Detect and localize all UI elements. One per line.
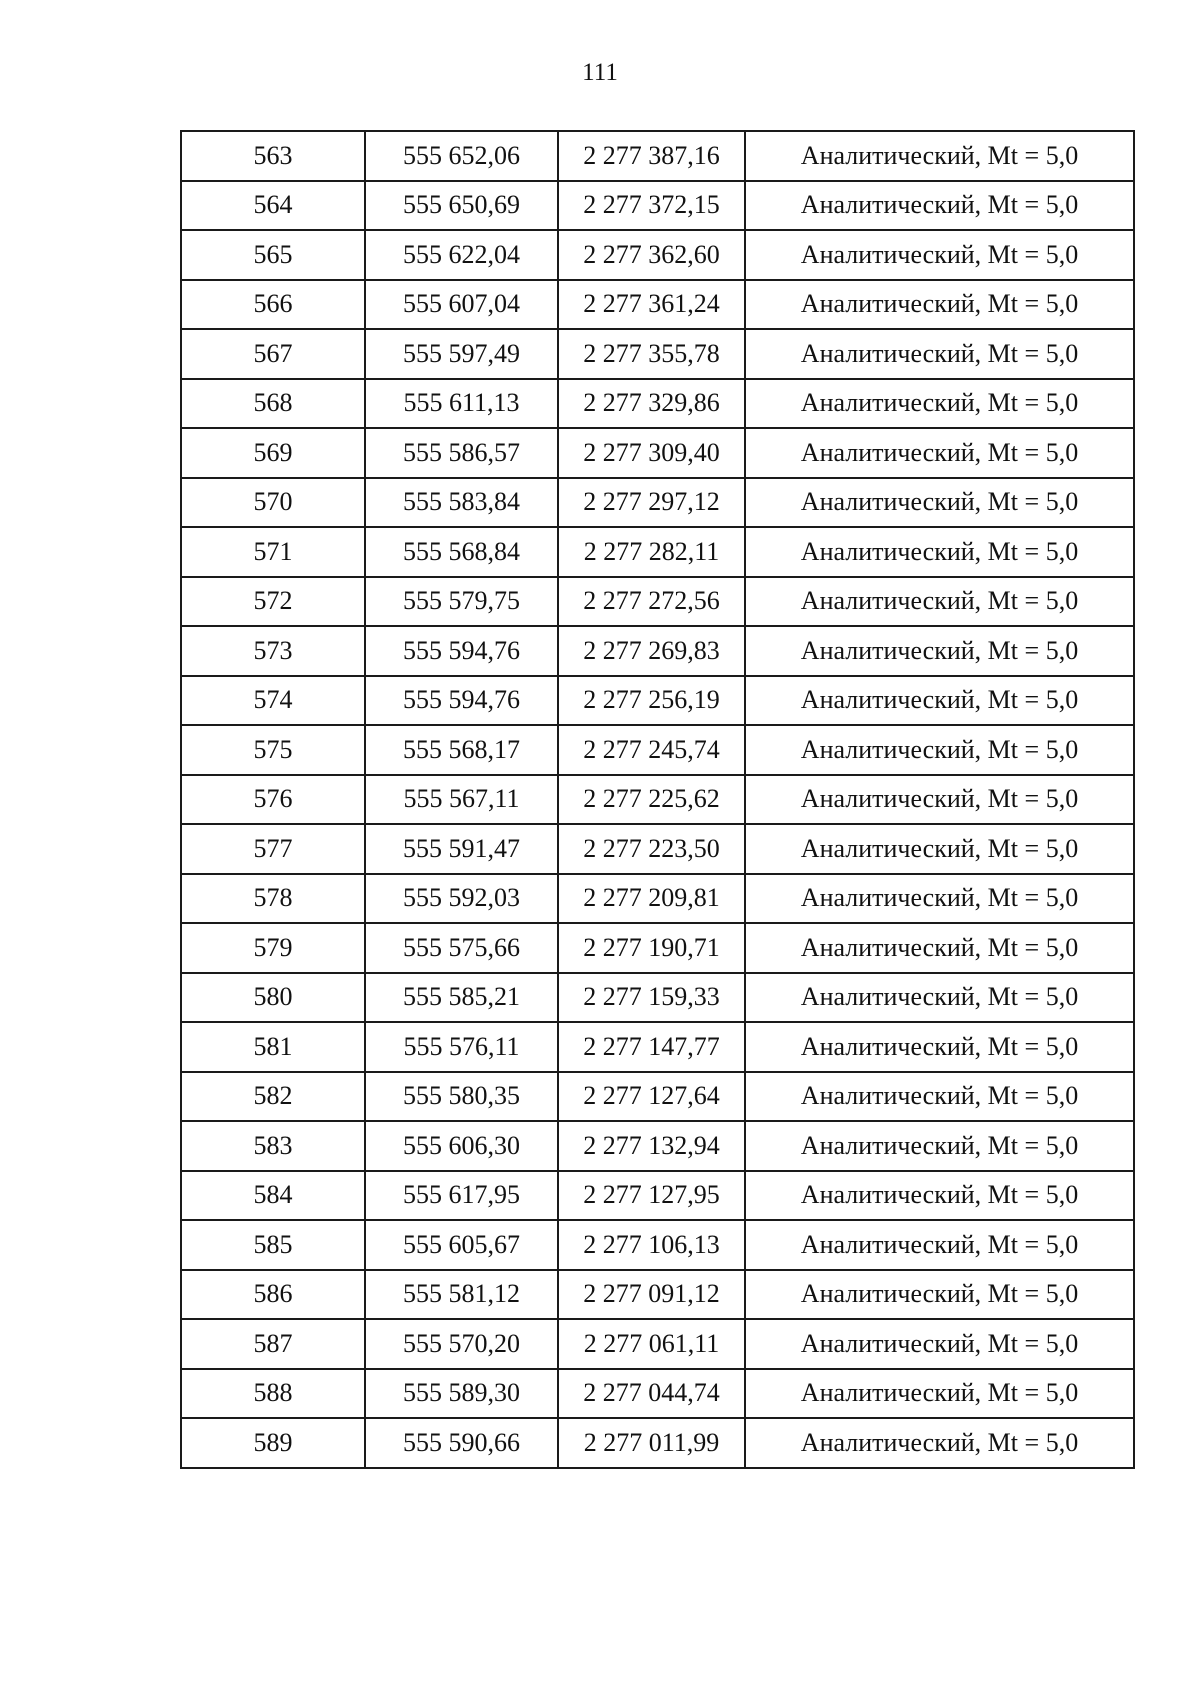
x-coordinate-cell: 555 592,03 — [365, 874, 558, 924]
x-coordinate-cell: 555 589,30 — [365, 1369, 558, 1419]
method-cell: Аналитический, Mt = 5,0 — [745, 824, 1134, 874]
x-coordinate-cell: 555 606,30 — [365, 1121, 558, 1171]
table-row — [181, 1171, 1134, 1221]
x-coordinate-cell: 555 567,11 — [365, 775, 558, 825]
table-row — [181, 379, 1134, 429]
point-number-cell: 577 — [181, 824, 365, 874]
table-row — [181, 1022, 1134, 1072]
table-row — [181, 527, 1134, 577]
table-row — [181, 1418, 1134, 1468]
y-coordinate-cell: 2 277 127,64 — [558, 1072, 745, 1122]
point-number-cell: 565 — [181, 230, 365, 280]
y-coordinate-cell: 2 277 282,11 — [558, 527, 745, 577]
table-row — [181, 280, 1134, 330]
method-cell: Аналитический, Mt = 5,0 — [745, 725, 1134, 775]
x-coordinate-cell: 555 575,66 — [365, 923, 558, 973]
table-row — [181, 230, 1134, 280]
point-number-cell: 576 — [181, 775, 365, 825]
table-row — [181, 1319, 1134, 1369]
y-coordinate-cell: 2 277 329,86 — [558, 379, 745, 429]
table-row — [181, 478, 1134, 528]
point-number-cell: 570 — [181, 478, 365, 528]
point-number-cell: 584 — [181, 1171, 365, 1221]
method-cell: Аналитический, Mt = 5,0 — [745, 923, 1134, 973]
point-number-cell: 566 — [181, 280, 365, 330]
x-coordinate-cell: 555 622,04 — [365, 230, 558, 280]
y-coordinate-cell: 2 277 297,12 — [558, 478, 745, 528]
method-cell: Аналитический, Mt = 5,0 — [745, 428, 1134, 478]
table-row — [181, 824, 1134, 874]
point-number-cell: 573 — [181, 626, 365, 676]
table-row — [181, 577, 1134, 627]
y-coordinate-cell: 2 277 362,60 — [558, 230, 745, 280]
x-coordinate-cell: 555 568,17 — [365, 725, 558, 775]
method-cell: Аналитический, Mt = 5,0 — [745, 1022, 1134, 1072]
method-cell: Аналитический, Mt = 5,0 — [745, 379, 1134, 429]
method-cell: Аналитический, Mt = 5,0 — [745, 1319, 1134, 1369]
y-coordinate-cell: 2 277 372,15 — [558, 181, 745, 231]
y-coordinate-cell: 2 277 106,13 — [558, 1220, 745, 1270]
x-coordinate-cell: 555 594,76 — [365, 676, 558, 726]
x-coordinate-cell: 555 605,67 — [365, 1220, 558, 1270]
x-coordinate-cell: 555 650,69 — [365, 181, 558, 231]
method-cell: Аналитический, Mt = 5,0 — [745, 1121, 1134, 1171]
table-row — [181, 1121, 1134, 1171]
y-coordinate-cell: 2 277 245,74 — [558, 725, 745, 775]
table-row — [181, 1369, 1134, 1419]
x-coordinate-cell: 555 591,47 — [365, 824, 558, 874]
method-cell: Аналитический, Mt = 5,0 — [745, 1270, 1134, 1320]
point-number-cell: 586 — [181, 1270, 365, 1320]
y-coordinate-cell: 2 277 132,94 — [558, 1121, 745, 1171]
y-coordinate-cell: 2 277 190,71 — [558, 923, 745, 973]
point-number-cell: 579 — [181, 923, 365, 973]
point-number-cell: 564 — [181, 181, 365, 231]
point-number-cell: 589 — [181, 1418, 365, 1468]
method-cell: Аналитический, Mt = 5,0 — [745, 1072, 1134, 1122]
y-coordinate-cell: 2 277 309,40 — [558, 428, 745, 478]
method-cell: Аналитический, Mt = 5,0 — [745, 626, 1134, 676]
y-coordinate-cell: 2 277 225,62 — [558, 775, 745, 825]
x-coordinate-cell: 555 580,35 — [365, 1072, 558, 1122]
table-row — [181, 874, 1134, 924]
method-cell: Аналитический, Mt = 5,0 — [745, 478, 1134, 528]
method-cell: Аналитический, Mt = 5,0 — [745, 1418, 1134, 1468]
method-cell: Аналитический, Mt = 5,0 — [745, 1171, 1134, 1221]
point-number-cell: 572 — [181, 577, 365, 627]
y-coordinate-cell: 2 277 159,33 — [558, 973, 745, 1023]
table-row — [181, 923, 1134, 973]
point-number-cell: 567 — [181, 329, 365, 379]
point-number-cell: 583 — [181, 1121, 365, 1171]
point-number-cell: 575 — [181, 725, 365, 775]
x-coordinate-cell: 555 594,76 — [365, 626, 558, 676]
table-row — [181, 1220, 1134, 1270]
y-coordinate-cell: 2 277 355,78 — [558, 329, 745, 379]
point-number-cell: 574 — [181, 676, 365, 726]
table-row — [181, 775, 1134, 825]
x-coordinate-cell: 555 579,75 — [365, 577, 558, 627]
method-cell: Аналитический, Mt = 5,0 — [745, 676, 1134, 726]
point-number-cell: 582 — [181, 1072, 365, 1122]
point-number-cell: 571 — [181, 527, 365, 577]
x-coordinate-cell: 555 581,12 — [365, 1270, 558, 1320]
point-number-cell: 563 — [181, 131, 365, 181]
y-coordinate-cell: 2 277 269,83 — [558, 626, 745, 676]
y-coordinate-cell: 2 277 256,19 — [558, 676, 745, 726]
table-row — [181, 181, 1134, 231]
y-coordinate-cell: 2 277 209,81 — [558, 874, 745, 924]
x-coordinate-cell: 555 607,04 — [365, 280, 558, 330]
x-coordinate-cell: 555 586,57 — [365, 428, 558, 478]
method-cell: Аналитический, Mt = 5,0 — [745, 1220, 1134, 1270]
x-coordinate-cell: 555 568,84 — [365, 527, 558, 577]
page-number: 111 — [582, 59, 618, 86]
method-cell: Аналитический, Mt = 5,0 — [745, 775, 1134, 825]
method-cell: Аналитический, Mt = 5,0 — [745, 577, 1134, 627]
y-coordinate-cell: 2 277 061,11 — [558, 1319, 745, 1369]
point-number-cell: 585 — [181, 1220, 365, 1270]
method-cell: Аналитический, Mt = 5,0 — [745, 230, 1134, 280]
method-cell: Аналитический, Mt = 5,0 — [745, 1369, 1134, 1419]
table-row — [181, 973, 1134, 1023]
table-row — [181, 725, 1134, 775]
x-coordinate-cell: 555 597,49 — [365, 329, 558, 379]
point-number-cell: 588 — [181, 1369, 365, 1419]
y-coordinate-cell: 2 277 361,24 — [558, 280, 745, 330]
method-cell: Аналитический, Mt = 5,0 — [745, 131, 1134, 181]
table-row — [181, 626, 1134, 676]
table-row — [181, 1072, 1134, 1122]
point-number-cell: 568 — [181, 379, 365, 429]
x-coordinate-cell: 555 583,84 — [365, 478, 558, 528]
method-cell: Аналитический, Mt = 5,0 — [745, 181, 1134, 231]
method-cell: Аналитический, Mt = 5,0 — [745, 973, 1134, 1023]
table-row — [181, 676, 1134, 726]
y-coordinate-cell: 2 277 044,74 — [558, 1369, 745, 1419]
table-row — [181, 1270, 1134, 1320]
point-number-cell: 587 — [181, 1319, 365, 1369]
method-cell: Аналитический, Mt = 5,0 — [745, 527, 1134, 577]
y-coordinate-cell: 2 277 091,12 — [558, 1270, 745, 1320]
method-cell: Аналитический, Mt = 5,0 — [745, 874, 1134, 924]
method-cell: Аналитический, Mt = 5,0 — [745, 280, 1134, 330]
table-row — [181, 428, 1134, 478]
y-coordinate-cell: 2 277 127,95 — [558, 1171, 745, 1221]
x-coordinate-cell: 555 617,95 — [365, 1171, 558, 1221]
x-coordinate-cell: 555 576,11 — [365, 1022, 558, 1072]
y-coordinate-cell: 2 277 011,99 — [558, 1418, 745, 1468]
y-coordinate-cell: 2 277 272,56 — [558, 577, 745, 627]
coordinates-table — [180, 130, 1135, 1469]
point-number-cell: 578 — [181, 874, 365, 924]
x-coordinate-cell: 555 585,21 — [365, 973, 558, 1023]
table-row — [181, 329, 1134, 379]
point-number-cell: 581 — [181, 1022, 365, 1072]
x-coordinate-cell: 555 570,20 — [365, 1319, 558, 1369]
x-coordinate-cell: 555 590,66 — [365, 1418, 558, 1468]
point-number-cell: 569 — [181, 428, 365, 478]
y-coordinate-cell: 2 277 387,16 — [558, 131, 745, 181]
x-coordinate-cell: 555 611,13 — [365, 379, 558, 429]
table-row — [181, 131, 1134, 181]
y-coordinate-cell: 2 277 223,50 — [558, 824, 745, 874]
method-cell: Аналитический, Mt = 5,0 — [745, 329, 1134, 379]
coordinates-table-body — [181, 131, 1134, 1468]
point-number-cell: 580 — [181, 973, 365, 1023]
y-coordinate-cell: 2 277 147,77 — [558, 1022, 745, 1072]
x-coordinate-cell: 555 652,06 — [365, 131, 558, 181]
